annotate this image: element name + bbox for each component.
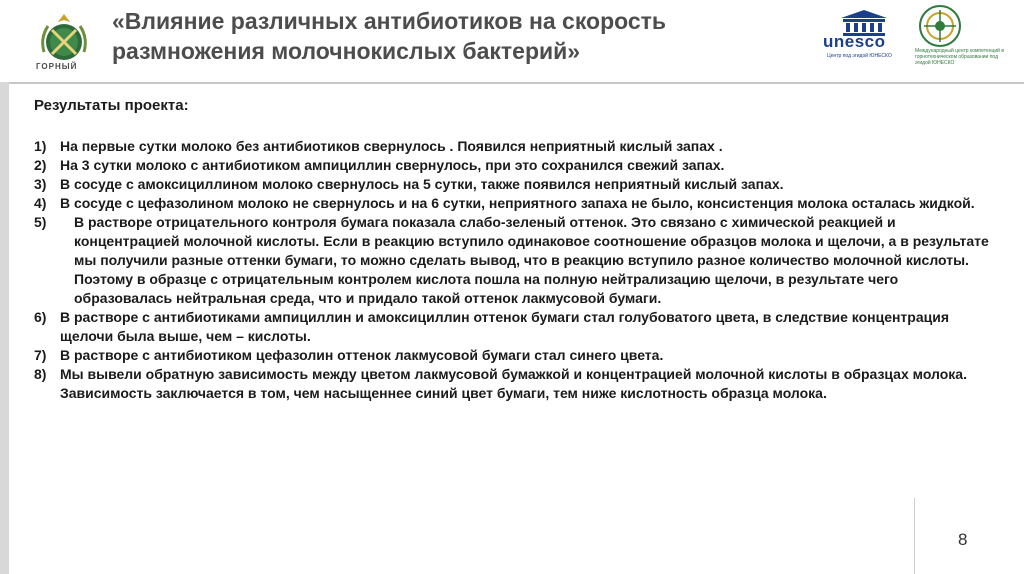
- item-number: 6): [34, 309, 47, 325]
- item-text: В растворе отрицательного контроля бумага показала слабо-зеленый оттенок. Это связано с химической реакцией и концентрацией молочной кислоты. Если в реакцию вступило одинаковое соотношение образцов молока и щелочи, а в результате мы получили разные оттенки бумаги, то можно сделать вывод, что в реакцию вступило разное количество молочной кислоты. Поэтому в образце с отрицательным контролем кислота пошла на полную нейтрализацию щелочи, в результате чего образовалась нейтральная среда, что и придало такой оттенок лакмусовой бумаги.: [74, 214, 989, 306]
- results-list: [34, 137, 989, 403]
- item-number: 5): [34, 214, 47, 230]
- footer-divider: [914, 498, 915, 574]
- item-number: 1): [34, 138, 47, 154]
- list-item: [34, 213, 989, 308]
- results-heading: Результаты проекта:: [34, 97, 189, 114]
- slide-title: «Влияние различных антибиотиков на скорость размножения молочнокислых бактерий»: [112, 8, 667, 64]
- list-item: [34, 365, 989, 403]
- slide-header: [0, 0, 1024, 82]
- unesco-subtext: Центр под эгидой ЮНЕСКО: [827, 53, 892, 59]
- competence-center-emblem-icon: [918, 4, 962, 48]
- header-divider: [9, 82, 1024, 84]
- unesco-wordmark: unesco: [823, 32, 886, 51]
- item-text: В сосуде с амоксициллином молоко свернулось на 5 сутки, также появился неприятный кислый запах.: [60, 176, 784, 192]
- list-item: [34, 194, 989, 213]
- item-number: 7): [34, 347, 47, 363]
- list-item: [34, 156, 989, 175]
- item-text: В растворе с антибиотиком цефазолин оттенок лакмусовой бумаги стал синего цвета.: [60, 347, 664, 363]
- list-item: [34, 346, 989, 365]
- item-text: В растворе с антибиотиками ампициллин и амоксициллин оттенок бумаги стал голубоватого цвета, в следствие концентрация щелочи была выше, чем – кислоты.: [60, 309, 950, 344]
- item-text: Мы вывели обратную зависимость между цветом лакмусовой бумажкой и концентрацией молочной кислоты в образцах молока. Зависимость заключается в том, чем насыщеннее синий цвет бумаги, тем ниже кислотность образца молока.: [60, 366, 967, 401]
- competence-center-subtext: Международный центр компетенций в горнотехническом образовании под эгидой ЮНЕСКО: [915, 48, 1005, 66]
- item-number: 3): [34, 176, 47, 192]
- list-item: [34, 137, 989, 156]
- list-item: [34, 308, 989, 346]
- gorny-logo-text: ГОРНЫЙ: [36, 62, 78, 71]
- item-text: На 3 сутки молоко с антибиотиком ампициллин свернулось, при это сохранился свежий запах.: [60, 157, 725, 173]
- list-item: [34, 175, 989, 194]
- item-text: На первые сутки молоко без антибиотиков свернулось . Появился неприятный кислый запах .: [60, 138, 723, 154]
- item-number: 2): [34, 157, 47, 173]
- item-number: 8): [34, 366, 47, 382]
- item-text: В сосуде с цефазолином молоко не свернулось и на 6 сутки, неприятного запаха не было, консистенция молока осталась жидкой.: [60, 195, 975, 211]
- page-number: 8: [958, 530, 968, 549]
- left-decor-stripe: [0, 0, 9, 574]
- item-number: 4): [34, 195, 47, 211]
